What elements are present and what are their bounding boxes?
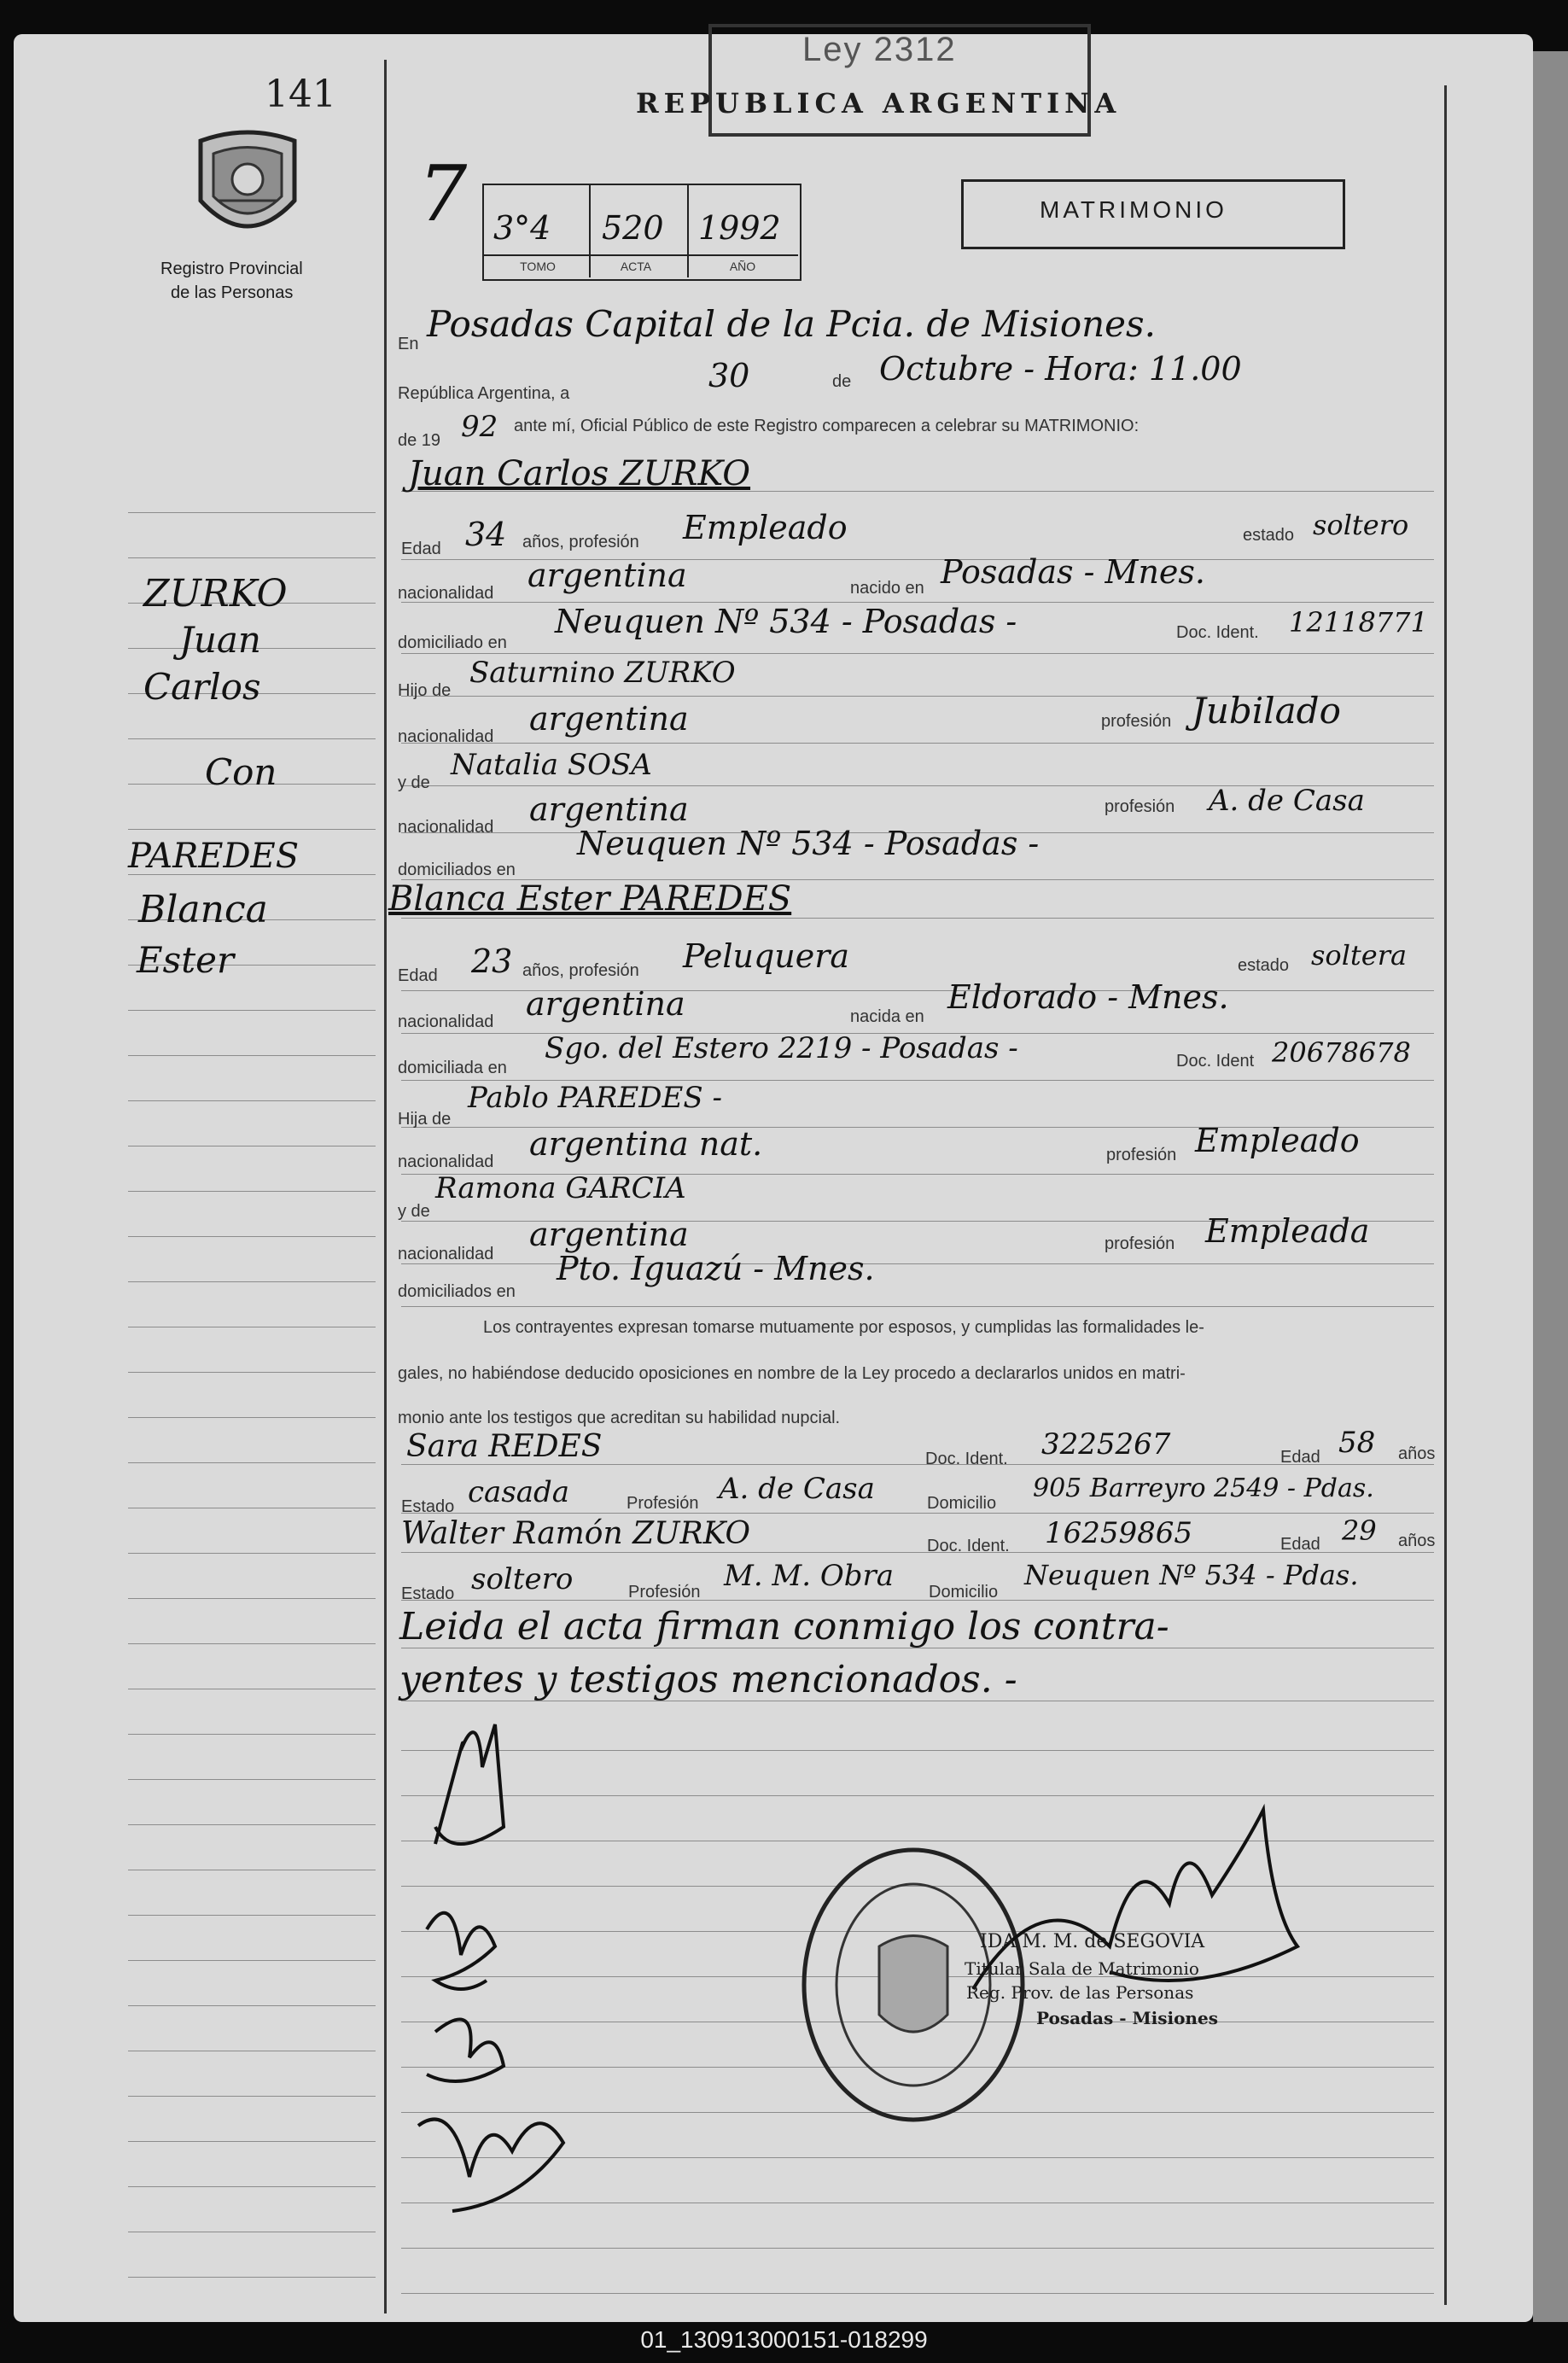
margin-rule-line: [128, 1734, 376, 1735]
official-registry: Reg. Prov. de las Personas: [966, 1982, 1194, 2003]
groom-doc-label: Doc. Ident.: [1176, 623, 1259, 642]
margin-rule-line: [128, 2277, 376, 2278]
republica-label: República Argentina, a: [398, 384, 570, 403]
groom-mother-nat: argentina: [529, 791, 689, 828]
bride-profession: Peluquera: [683, 937, 850, 975]
margin-rule-line: [128, 1824, 376, 1825]
margin-rule-line: [128, 557, 376, 558]
record-box-divider: [589, 184, 591, 277]
witness2-address: Neuquen Nº 534 - Pdas.: [1024, 1559, 1359, 1591]
witness1-address-label: Domicilio: [927, 1494, 997, 1513]
margin-rule-line: [128, 1055, 376, 1056]
witness2-prof-label: Profesión: [628, 1583, 701, 1602]
bride-parents-address-label: domiciliados en: [398, 1282, 516, 1301]
body-rule-line: [401, 1552, 1434, 1553]
witness1-age-label: Edad: [1280, 1448, 1320, 1467]
margin-rule-line: [128, 512, 376, 513]
margin-rule-line: [128, 1915, 376, 1916]
margin-rule-line: [128, 1191, 376, 1192]
witness2-anos-label: años: [1398, 1532, 1436, 1550]
witness1-doc-label: Doc. Ident.: [925, 1450, 1008, 1468]
bride-birthplace-label: nacida en: [850, 1007, 924, 1026]
bride-name: Blanca Ester PAREDES: [388, 879, 792, 919]
bride-mother-nat-label: nacionalidad: [398, 1245, 494, 1263]
groom-mother-label: y de: [398, 773, 430, 792]
bride-birthplace: Eldorado - Mnes.: [947, 978, 1229, 1016]
page-edge: [1533, 51, 1568, 2322]
bride-father-prof: Empleado: [1195, 1122, 1360, 1159]
acta-value: 520: [602, 209, 664, 247]
day-value: 30: [708, 357, 750, 394]
body-rule-line: [401, 2248, 1434, 2249]
groom-father-nat-label: nacionalidad: [398, 727, 494, 746]
country-title: REPUBLICA ARGENTINA: [636, 87, 1122, 120]
witness1-signature: [427, 2019, 504, 2081]
margin-line-2: Juan: [179, 619, 261, 661]
groom-nationality: argentina: [528, 557, 687, 594]
margin-rule-line: [128, 1236, 376, 1237]
margin-rule-line: [128, 1100, 376, 1101]
year-value: 1992: [698, 209, 781, 247]
margin-rule-line: [128, 738, 376, 739]
closing-line-2: yentes y testigos mencionados. -: [399, 1658, 1017, 1701]
groom-signature: [435, 1724, 504, 1844]
body-rule-line: [401, 2293, 1434, 2294]
de-label: de: [832, 372, 852, 391]
groom-status-label: estado: [1243, 526, 1295, 545]
groom-age-label: Edad: [401, 540, 441, 558]
witness2-doc: 16259865: [1045, 1516, 1193, 1550]
groom-prof-label: años, profesión: [522, 533, 639, 551]
registry-name-line1: Registro Provincial: [160, 260, 303, 278]
body-rule-line: [401, 743, 1434, 744]
bride-address-label: domiciliada en: [398, 1059, 507, 1077]
place-value: Posadas Capital de la Pcia. de Misiones.: [427, 303, 1156, 345]
margin-rule-line: [128, 1553, 376, 1554]
bride-status-label: estado: [1238, 956, 1290, 975]
record-box-rule: [482, 254, 798, 256]
margin-rule-line: [128, 1643, 376, 1644]
body-rule-line: [401, 1306, 1434, 1307]
margin-rule-line: [128, 1281, 376, 1282]
margin-rule-line: [128, 1960, 376, 1961]
margin-line-7: Ester: [137, 939, 235, 981]
ante-label: ante mí, Oficial Público de este Registro comparecen a celebrar su MATRIMONIO:: [514, 417, 1140, 435]
witness1-doc: 3225267: [1041, 1427, 1171, 1462]
witness1-status: casada: [468, 1475, 570, 1509]
margin-rule-line: [128, 2005, 376, 2006]
groom-mother-nat-label: nacionalidad: [398, 818, 494, 837]
bride-mother-label: y de: [398, 1202, 430, 1221]
margin-rule-line: [128, 1598, 376, 1599]
bride-address: Sgo. del Estero 2219 - Posadas -: [545, 1031, 1018, 1065]
groom-doc: 12118771: [1289, 606, 1428, 639]
initial-mark: 7: [418, 149, 468, 239]
groom-nat-label: nacionalidad: [398, 584, 494, 603]
bride-mother-prof-label: profesión: [1105, 1234, 1175, 1253]
margin-rule-line: [128, 1462, 376, 1463]
margin-rule-line: [128, 829, 376, 830]
margin-rule-line: [128, 1372, 376, 1373]
margin-line-1: ZURKO: [143, 572, 288, 616]
groom-address-label: domiciliado en: [398, 633, 507, 652]
margin-rule-line: [128, 2186, 376, 2187]
bride-mother-prof: Empleada: [1205, 1212, 1370, 1250]
groom-profession: Empleado: [683, 509, 848, 546]
paragraph-line-2: gales, no habiéndose deducido oposiciones en nombre de la Ley procedo a declararlos unidos en matri-: [398, 1364, 1186, 1383]
groom-father-label: Hijo de: [398, 681, 452, 700]
groom-name: Juan Carlos ZURKO: [408, 454, 751, 493]
margin-line-6: Blanca: [138, 888, 268, 931]
bride-father-nat-label: nacionalidad: [398, 1152, 494, 1171]
bride-mother: Ramona GARCIA: [435, 1171, 686, 1205]
bride-age: 23: [471, 942, 513, 980]
signature-scribbles: [401, 1699, 623, 2245]
bride-nat-label: nacionalidad: [398, 1012, 494, 1031]
groom-father-prof-label: profesión: [1101, 712, 1172, 731]
margin-rule-line: [128, 1779, 376, 1780]
bride-doc-label: Doc. Ident: [1176, 1052, 1255, 1071]
margin-rule-line: [128, 2141, 376, 2142]
witness2-status: soltero: [471, 1562, 574, 1596]
bride-father-prof-label: profesión: [1106, 1146, 1177, 1164]
page-number: 141: [265, 73, 336, 116]
bride-status: soltera: [1311, 939, 1408, 971]
margin-rule-line: [128, 2096, 376, 2097]
witness1-name: Sara REDES: [406, 1429, 603, 1464]
bride-signature: [427, 1913, 495, 1989]
tomo-value: 3°4: [493, 209, 551, 247]
groom-age: 34: [465, 516, 507, 553]
month-time-value: Octubre - Hora: 11.00: [879, 350, 1242, 388]
witness2-doc-label: Doc. Ident.: [927, 1537, 1010, 1555]
groom-mother: Natalia SOSA: [451, 748, 652, 782]
paragraph-line-1: Los contrayentes expresan tomarse mutuamente por esposos, y cumplidas las formalidades le-: [483, 1318, 1204, 1337]
margin-line-5: PAREDES: [128, 837, 300, 876]
groom-parents-address-label: domiciliados en: [398, 861, 516, 879]
groom-father-nat: argentina: [529, 700, 689, 738]
margin-rule: [384, 60, 387, 2313]
official-city: Posadas - Misiones: [1036, 2008, 1218, 2028]
witness1-anos-label: años: [1398, 1444, 1436, 1463]
body-rule-line: [401, 1513, 1434, 1514]
tomo-label: TOMO: [520, 260, 556, 273]
law-stamp-text: Ley 2312: [802, 31, 957, 68]
groom-father-prof: Jubilado: [1192, 690, 1341, 732]
file-identifier: 01_130913000151-018299: [640, 2326, 928, 2353]
margin-rule-line: [128, 1417, 376, 1418]
margin-line-4: Con: [205, 751, 277, 793]
body-rule-line: [401, 1600, 1434, 1601]
witness1-prof-label: Profesión: [627, 1494, 699, 1513]
record-box-divider: [687, 184, 689, 277]
section-label: MATRIMONIO: [1040, 196, 1227, 223]
en-label: En: [398, 335, 419, 353]
year-suffix-value: 92: [461, 410, 498, 444]
witness1-age: 58: [1338, 1426, 1376, 1460]
witness1-status-label: Estado: [401, 1497, 455, 1516]
bride-father: Pablo PAREDES -: [468, 1081, 722, 1115]
bride-mother-nat: argentina: [529, 1216, 689, 1253]
witness1-address: 905 Barreyro 2549 - Pdas.: [1033, 1473, 1374, 1503]
bride-doc: 20678678: [1272, 1036, 1411, 1069]
witness2-profession: M. M. Obra: [724, 1559, 895, 1593]
witness2-age: 29: [1342, 1514, 1377, 1547]
bride-age-label: Edad: [398, 966, 438, 985]
groom-mother-prof: A. de Casa: [1209, 784, 1365, 818]
body-rule-line: [401, 653, 1434, 654]
closing-line-1: Leida el acta firman conmigo los contra-: [399, 1605, 1169, 1648]
witness2-address-label: Domicilio: [929, 1583, 999, 1602]
groom-status: soltero: [1313, 509, 1409, 541]
bride-prof-label: años, profesión: [522, 961, 639, 980]
groom-address: Neuquen Nº 534 - Posadas -: [555, 603, 1017, 640]
acta-label: ACTA: [620, 260, 652, 273]
margin-rule-line: [128, 1010, 376, 1011]
witness1-profession: A. de Casa: [719, 1472, 875, 1506]
bride-nationality: argentina: [526, 985, 685, 1023]
paragraph-line-3: monio ante los testigos que acreditan su habilidad nupcial.: [398, 1409, 841, 1427]
year-prefix-label: de 19: [398, 431, 441, 450]
official-name: IDA M. M. de SEGOVIA: [980, 1931, 1205, 1952]
bride-father-nat: argentina nat.: [529, 1125, 763, 1163]
official-title: Titular Sala de Matrimonio: [965, 1958, 1199, 1979]
groom-mother-prof-label: profesión: [1105, 797, 1175, 816]
groom-birthplace-label: nacido en: [850, 579, 924, 598]
body-rule-line: [401, 1464, 1434, 1465]
witness2-status-label: Estado: [401, 1584, 455, 1603]
groom-birthplace: Posadas - Mnes.: [941, 553, 1205, 591]
bride-father-label: Hija de: [398, 1110, 452, 1129]
registry-name-line2: de las Personas: [171, 283, 294, 302]
bride-parents-address: Pto. Iguazú - Mnes.: [557, 1250, 875, 1287]
ano-label: AÑO: [729, 260, 756, 273]
witness2-name: Walter Ramón ZURKO: [401, 1516, 751, 1551]
right-rule: [1444, 85, 1447, 2305]
witness2-age-label: Edad: [1280, 1535, 1320, 1554]
groom-father: Saturnino ZURKO: [469, 656, 736, 690]
witness2-signature: [418, 2120, 563, 2212]
groom-parents-address: Neuquen Nº 534 - Posadas -: [577, 825, 1040, 862]
coat-of-arms-icon: [192, 124, 303, 252]
margin-line-3: Carlos: [143, 666, 261, 708]
